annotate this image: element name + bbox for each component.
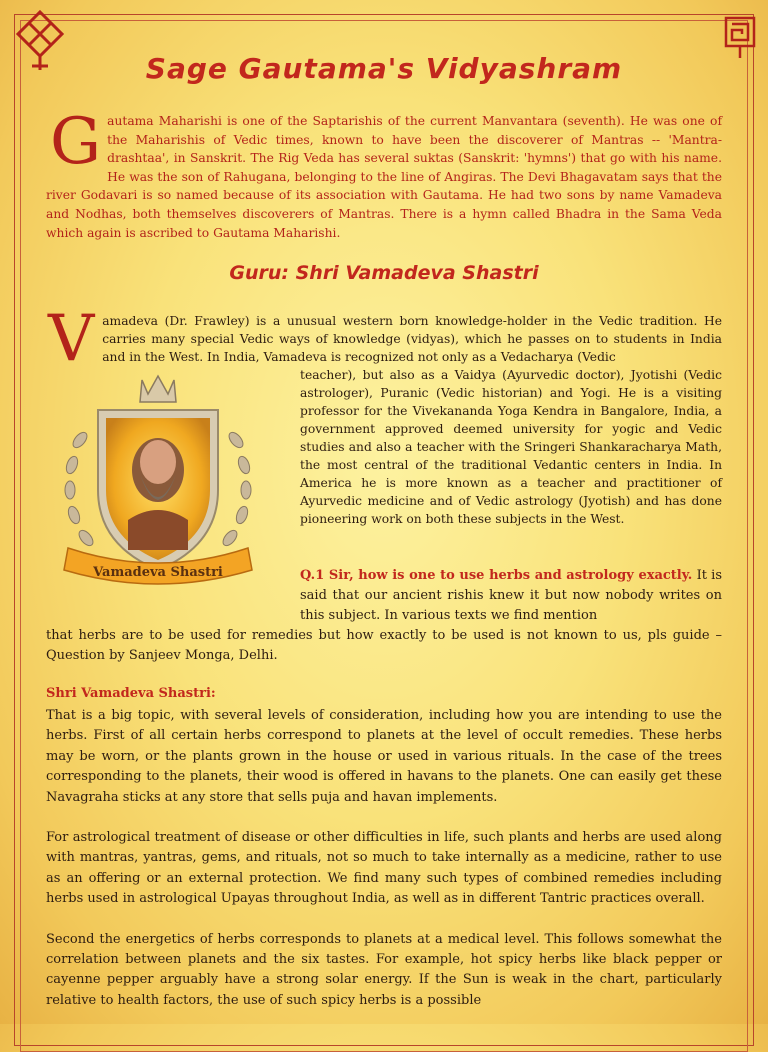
answer-body <box>46 706 722 1031</box>
answer-paragraph: For astrological treatment of disease or other difficulties in life, such plants and herbs are used along with mantras, yantras, gems, and rituals, not so much to take internally as a medicine, rather to use as an offering or an external protection. We find many such types of combined remedies including herbs used in astrological Upayas throughout India, as well as in different Tantric practices overall. <box>46 830 722 907</box>
intro-dropcap: G <box>50 105 102 179</box>
bio-dropcap: V <box>48 302 95 376</box>
page-title: Sage Gautama's Vidyashram <box>145 52 623 85</box>
bio-top-text: amadeva (Dr. Frawley) is a unusual western born knowledge-holder in the Vedic tradition. He carries many special Vedic ways of knowledge (vidyas), which he passes on to students in India and in the West. In India, Vamadeva is recognized not only as a Vedacharya (Vedic <box>102 314 722 364</box>
question-1-label: Q.1 Sir, how is one to use herbs and astrology exactly. <box>300 568 693 583</box>
question-1-text-end: that herbs are to be used for remedies but how exactly to be used is not known to us, pls guide – Question by Sanjeev Monga, Delhi. <box>46 628 722 663</box>
question-1 <box>300 566 722 626</box>
answer-heading: Shri Vamadeva Shastri: <box>46 686 216 701</box>
laurel-crest-icon <box>58 370 258 600</box>
intro-paragraph <box>46 105 722 242</box>
intro-text: autama Maharishi is one of the Saptarishis of the current Manvantara (seventh). He was one of the Maharishis of Vedic times, known to have been the discoverer of Mantras -- 'Mantra-drashtaa', in Sanskrit. The Rig Veda has several suktas (Sanskrit: 'hymns') that go with his name. He was the son of Rahugana, belonging to the line of Angiras. The Devi Bhagavatam says that the river Godavari is so named because of its association with Gautama. He had two sons by name Vamadeva and Nodhas, both themselves discoverers of Mantras. There is a hymn called Bhadra in the Sama Veda which again is ascribed to Gautama Maharishi. <box>46 114 722 240</box>
bio-paragraph-side: teacher), but also as a Vaidya (Ayurvedic doctor), Jyotishi (Vedic astrologer), Puranic (Vedic historian) and Yogi. He is a visiting professor for the Vivekananda Yoga Kendra in Bangalore, India, a government approved deemed university for yogic and Vedic studies and also a teacher with the Sringeri Shankaracharya Math, the most central of the traditional Vedantic centers in India. In America he is more known as a teacher and practitioner of Ayurvedic medicine and of Vedic astrology (Jyotish) and has done pioneering work on both these subjects in the West. <box>300 368 722 526</box>
emblem-caption: Vamadeva Shastri <box>93 565 223 580</box>
question-1-text-start: It is said that our ancient rishis knew it but now nobody writes on this subject. In various texts we find mention <box>300 568 723 623</box>
guru-heading: Guru: Shri Vamadeva Shastri <box>229 262 539 284</box>
answer-paragraph: That is a big topic, with several levels of consideration, including how you are intending to use the herbs. First of all certain herbs correspond to planets at the level of occult remedies. These herbs may be worn, or the plants grown in the house or used in various rituals. In the case of the trees corresponding to the planets, their wood is offered in havans to the planets. One can easily get these Navagraha sticks at any store that sells puja and havan implements. <box>46 708 722 805</box>
bio-paragraph-top <box>46 302 722 376</box>
answer-paragraph: Second the energetics of herbs corresponds to planets at a medical level. This follows somewhat the correlation between planets and the six tastes. For example, hot spicy herbs like black pepper or cayenne pepper arguably have a strong solar energy. If the Sun is weak in the chart, particularly relative to health factors, the use of such spicy herbs is a possible <box>46 931 722 1008</box>
